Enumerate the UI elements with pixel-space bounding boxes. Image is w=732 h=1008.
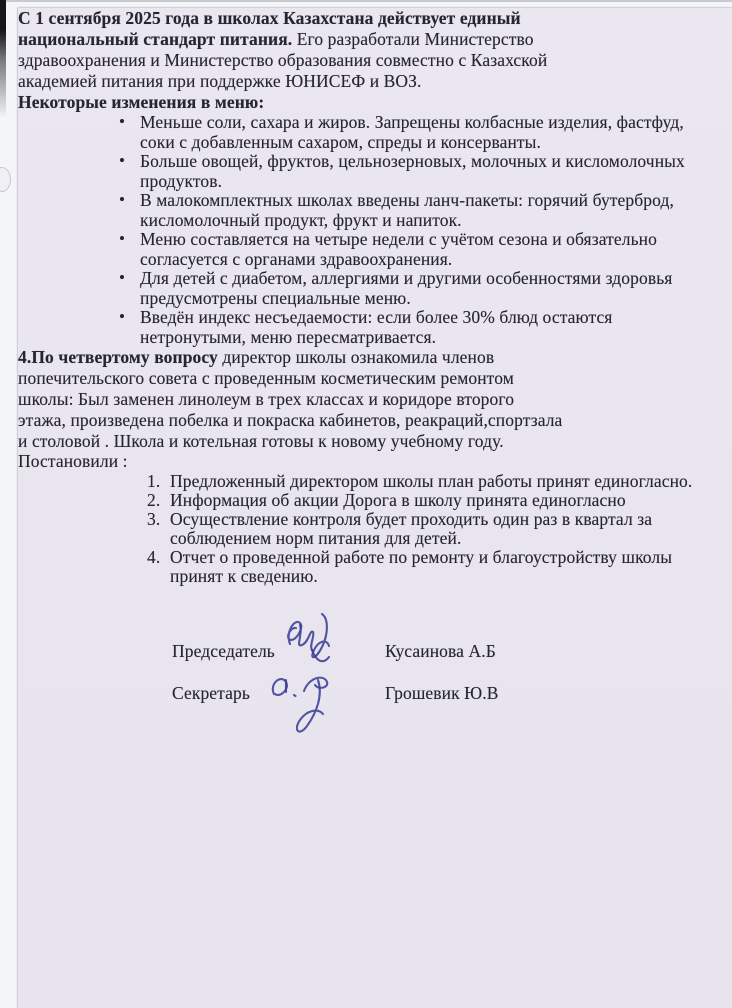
resolution-item: Отчет о проведенной работе по ремонту и благоустройству школы принят к сведению.	[170, 546, 673, 586]
secretary-name: Грошевик Ю.В	[385, 682, 499, 703]
question4-paragraph	[18, 347, 566, 452]
resolved-heading: Постановили :	[18, 451, 128, 471]
intro-rest: Его разработали Министерство здравоохранения и Министерство образования совместно с Казахской академией питания при поддержке ЮНИСЕФ и ВОЗ.	[18, 29, 548, 91]
secretary-role-label: Секретарь	[172, 682, 250, 703]
chairman-role-label: Председатель	[172, 640, 275, 661]
resolution-item: Осуществление контроля будет проходить один раз в квартал за соблюдением норм питания для детей.	[170, 508, 653, 548]
signature-block	[172, 641, 732, 725]
question4-rest: директор школы ознакомила членов попечительского совета с проведенным косметическим ремонтом школы: Был заменен линолеум в трех классах и коридоре второго этажа, произведена побелка и покраска кабинетов, реакраций,спортзала и столовой . Школа и котельная готовы к новому учебному году.	[18, 347, 563, 451]
hole-punch-mark	[0, 167, 11, 192]
menu-change-item: • Меньше соли, сахара и жиров. Запрещены колбасные изделия, фастфуд, соки с добавленным сахаром, спреды и консерванты.	[115, 113, 715, 152]
menu-change-item: • Введён индекс несъедаемости: если более 30% блюд остаются нетронутыми, меню пересматривается.	[115, 308, 715, 347]
chairman-signature-row	[172, 641, 732, 683]
scanner-edge-mark	[0, 0, 6, 118]
menu-change-item: • Больше овощей, фруктов, цельнозерновых, молочных и кисломолочных продуктов.	[115, 152, 715, 191]
chairman-signature-icon	[278, 608, 336, 672]
menu-change-item: • В малокомплектных школах введены ланч-пакеты: горячий бутерброд, кисломолочный продукт, фрукт и напиток.	[115, 191, 715, 230]
intro-bold-lead: С 1 сентября 2025 года в школах Казахстана действует единый национальный стандарт питания.	[18, 8, 521, 49]
scanned-document-page	[18, 8, 732, 1008]
question4-number: 4.	[18, 347, 32, 367]
menu-changes-heading: Некоторые изменения в меню:	[18, 92, 265, 112]
menu-change-item: • Для детей с диабетом, аллергиями и другими особенностями здоровья предусмотрены специальные меню.	[115, 269, 715, 308]
resolutions-list	[146, 472, 732, 586]
scanner-top-edge	[0, 0, 732, 2]
question4-bold-lead: По четвертому вопросу	[31, 347, 218, 367]
resolution-item: Предложенный директором школы план работы принят единогласно.	[170, 470, 693, 491]
chairman-name: Кусаинова А.Б	[385, 640, 496, 661]
menu-changes-list	[115, 113, 732, 347]
menu-change-item: • Меню составляется на четыре недели с учётом сезона и обязательно согласуется с органами здравоохранения.	[115, 230, 715, 269]
secretary-signature-row	[172, 683, 732, 725]
intro-paragraph	[18, 8, 578, 92]
resolution-item: Информация об акции Дорога в школу принята единогласно	[170, 489, 626, 510]
secretary-signature-icon	[266, 667, 342, 739]
